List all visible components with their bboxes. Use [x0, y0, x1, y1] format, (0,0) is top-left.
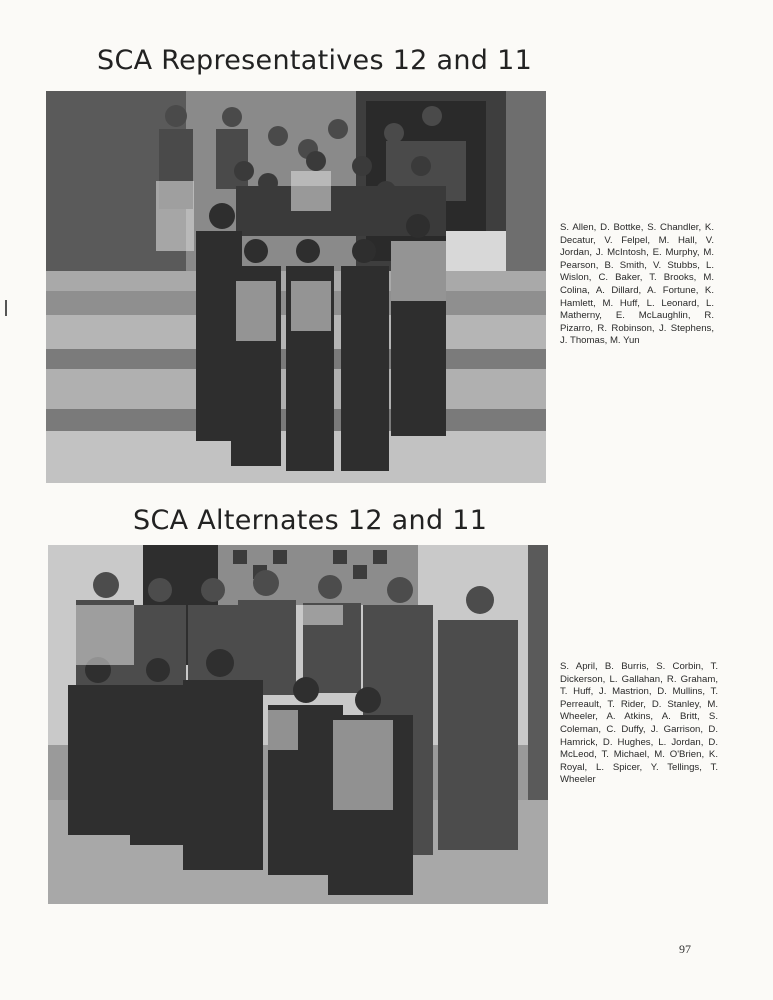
- representatives-names-caption: S. Allen, D. Bottke, S. Chandler, K. Decatur, V. Felpel, M. Hall, V. Jordan, J. McIntosh, E. Murphy, M. Pearson, B. Smith, V. Stubbs, L. Wislon, C. Baker, T. Brooks, M. Colina, A. Dillard, A. Fortune, K. Hamlett, M. Huff, L. Leonard, L. Matherny, E. McLaughlin, R. Pizarro, R. Robinson, J. Stephens, J. Thomas, M. Yun: [560, 222, 714, 347]
- page-number: 97: [679, 942, 691, 956]
- alternates-names-caption: S. April, B. Burris, S. Corbin, T. Dickerson, L. Gallahan, R. Graham, T. Huff, J. Mastrion, D. Mullins, T. Perreault, T. Rider, D. Stanley, M. Wheeler, A. Atkins, A. Britt, S. Coleman, C. Duffy, J. Garrison, D. Hamrick, D. Hughes, L. Jordan, D. McLeod, T. Michael, M. O'Brien, K. Royal, L. Spicer, Y. Tellings, T. Wheeler: [560, 661, 718, 786]
- section-title-representatives: SCA Representatives 12 and 11: [97, 45, 533, 76]
- margin-mark: [5, 300, 7, 316]
- alternates-group-photo: [48, 545, 548, 904]
- representatives-group-photo: [46, 91, 546, 483]
- section-title-alternates: SCA Alternates 12 and 11: [133, 505, 488, 536]
